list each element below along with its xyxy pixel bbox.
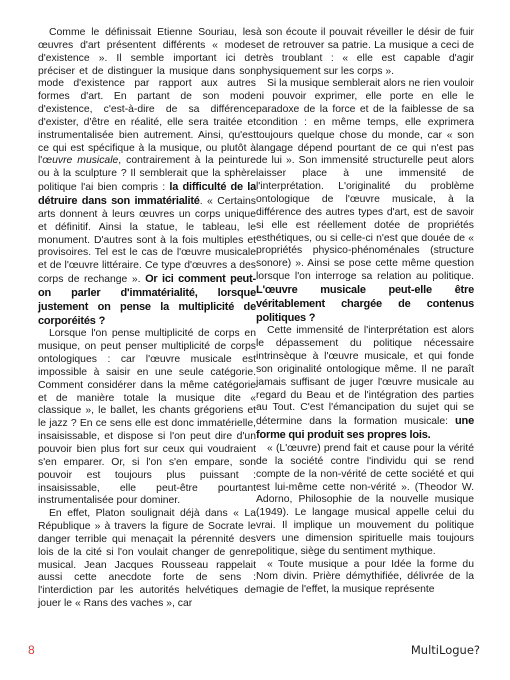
highlight-question: Or ici comment peut-on parler d'immatérialité, lorsque justement on pense la multiplicité de corporéités ? xyxy=(38,273,256,327)
highlight-question: L'œuvre musicale peut-elle être véritablement chargée de contenus politiques ? xyxy=(256,283,474,324)
magazine-brand: MultiLogue? xyxy=(410,643,480,657)
paragraph: « (L'œuvre) prend fait et cause pour la vérité de la société contre l'individu qui se rend compte de la non-vérité de cette société et qui est lui-même cette non-vérité ». (Theodor W. Adorno, Philosophie de la nouvelle musique (1949). Le langage musical appelle celui du vrai. Il implique un mouvement du politique vers une dimension spirituelle mais toujours politique, siège du sentiment mythique. xyxy=(256,443,474,557)
paragraph: Cette immensité de l'interprétation est alors le dépassement du politique nécessaire intrinsèque à l'œuvre musicale, et qui fonde son originalité ontologique même. Il ne paraît jamais suffisant de juger l'œuvre musicale au regard du Beau et de l'intégration des parties au Tout. C'est l'émancipation du sujet qui se détermine dans la formation musicale: une forme qui produit ses propres lois. xyxy=(256,325,474,442)
paragraph: « Toute musique a pour Idée la forme du Nom divin. Prière démythifiée, délivrée de la magie de l'effet, la musique représente xyxy=(256,558,474,596)
paragraph: Si la musique semblerait alors ne rien vouloir ni pouvoir exprimer, elle porte en elle le paradoxe de la force et de la faiblesse de sa condition : en même temps, elle exprimera toujours quelque chose du monde, car « son langage dépend pourtant de ce qui n'est pas de lui ». Son immensité structurelle peut alors laisser place à une immensité de l'interprétation. L'originalité du problème ontologique de l'œuvre musicale, à la différence des autres types d'art, est de savoir si elle est réellement dotée de propriétés esthétiques, ou si celle-ci n'est que douée de « propriétés physico-phénoménales (structure sonore) ». Ainsi se pose cette même question lorsque l'on interroge sa relation au politique. L'œuvre musicale peut-elle être véritablement chargée de contenus politiques ? xyxy=(256,78,474,324)
paragraph: En effet, Platon soulignait déjà dans « La République » à travers la figure de Socrate le danger terrible qui menaçait la pérennité des lois de la cité si l'on voulait changer de genre musical. Jean Jacques Rousseau rappelait aussi cette anecdote forte de sens : l'interdiction par les autorités helvétiques de jouer le « Rans des vaches », car xyxy=(38,508,256,610)
left-column xyxy=(38,27,256,611)
right-column xyxy=(256,27,474,597)
highlight-statement: une forme qui produit ses propres lois. xyxy=(256,415,474,442)
highlight-statement: la difficulté de la détruire dans son immatérialité xyxy=(38,181,256,207)
emphasis-text: œuvre musicale xyxy=(42,155,119,167)
paragraph: Comme le définissait Etienne Souriau, les œuvres d'art présentent différents « modes d'existence ». Il semble important ici de préciser et de distinguer la musique dans son mode d'existence par rapport aux autres formes d'art. En partant de son mode d'existence, c'est-à-dire de sa différence d'exister, d'être en réalité, elle sera traitée et instrumentalisée bien autrement. Ainsi, qu'est ce qui est spécifique à la musique, ou plutôt à l'œuvre musicale, contrairement à la peinture ou à la sculpture ? Il semblerait que la sphère politique l'ai bien compris : la difficulté de la détruire dans son immatérialité. « Certains arts donnent à leurs œuvres un corps unique et définitif. Ainsi la statue, le tableau, le monument. D'autres sont à la fois multiples et provisoires. Tel est le cas de l'œuvre musicale et de l'œuvre littéraire. Ce type d'œuvres a des corps de rechange ». Or ici comment peut-on parler d'immatérialité, lorsque justement on pense la multiplicité de corporéités ? xyxy=(38,27,256,327)
page-number: 8 xyxy=(28,643,35,657)
paragraph: à son écoute il pouvait réveiller le désir de fuir et de retrouver sa patrie. La musique a ceci de très troublant : « elle est capable d'agir physiquement sur les corps ». xyxy=(256,27,474,77)
paragraph: Lorsque l'on pense multiplicité de corps en musique, on peut penser multiplicité de corps ontologiques : car l'œuvre musicale est impossible à saisir en une seule catégorie. Comment considérer dans la même catégorie et de manière totale la musique dite « classique », le ballet, les chants grégoriens et le jazz ? En ce sens elle est donc immatérielle, insaisissable, et dispose si l'on peut dire d'un pouvoir bien plus fort sur ceux qui voudraient s'en emparer. Or, si l'on s'en empare, son pouvoir est toujours plus puissant : insaisissable, elle peut-être pourtant instrumentalisée pour dominer. xyxy=(38,328,256,507)
